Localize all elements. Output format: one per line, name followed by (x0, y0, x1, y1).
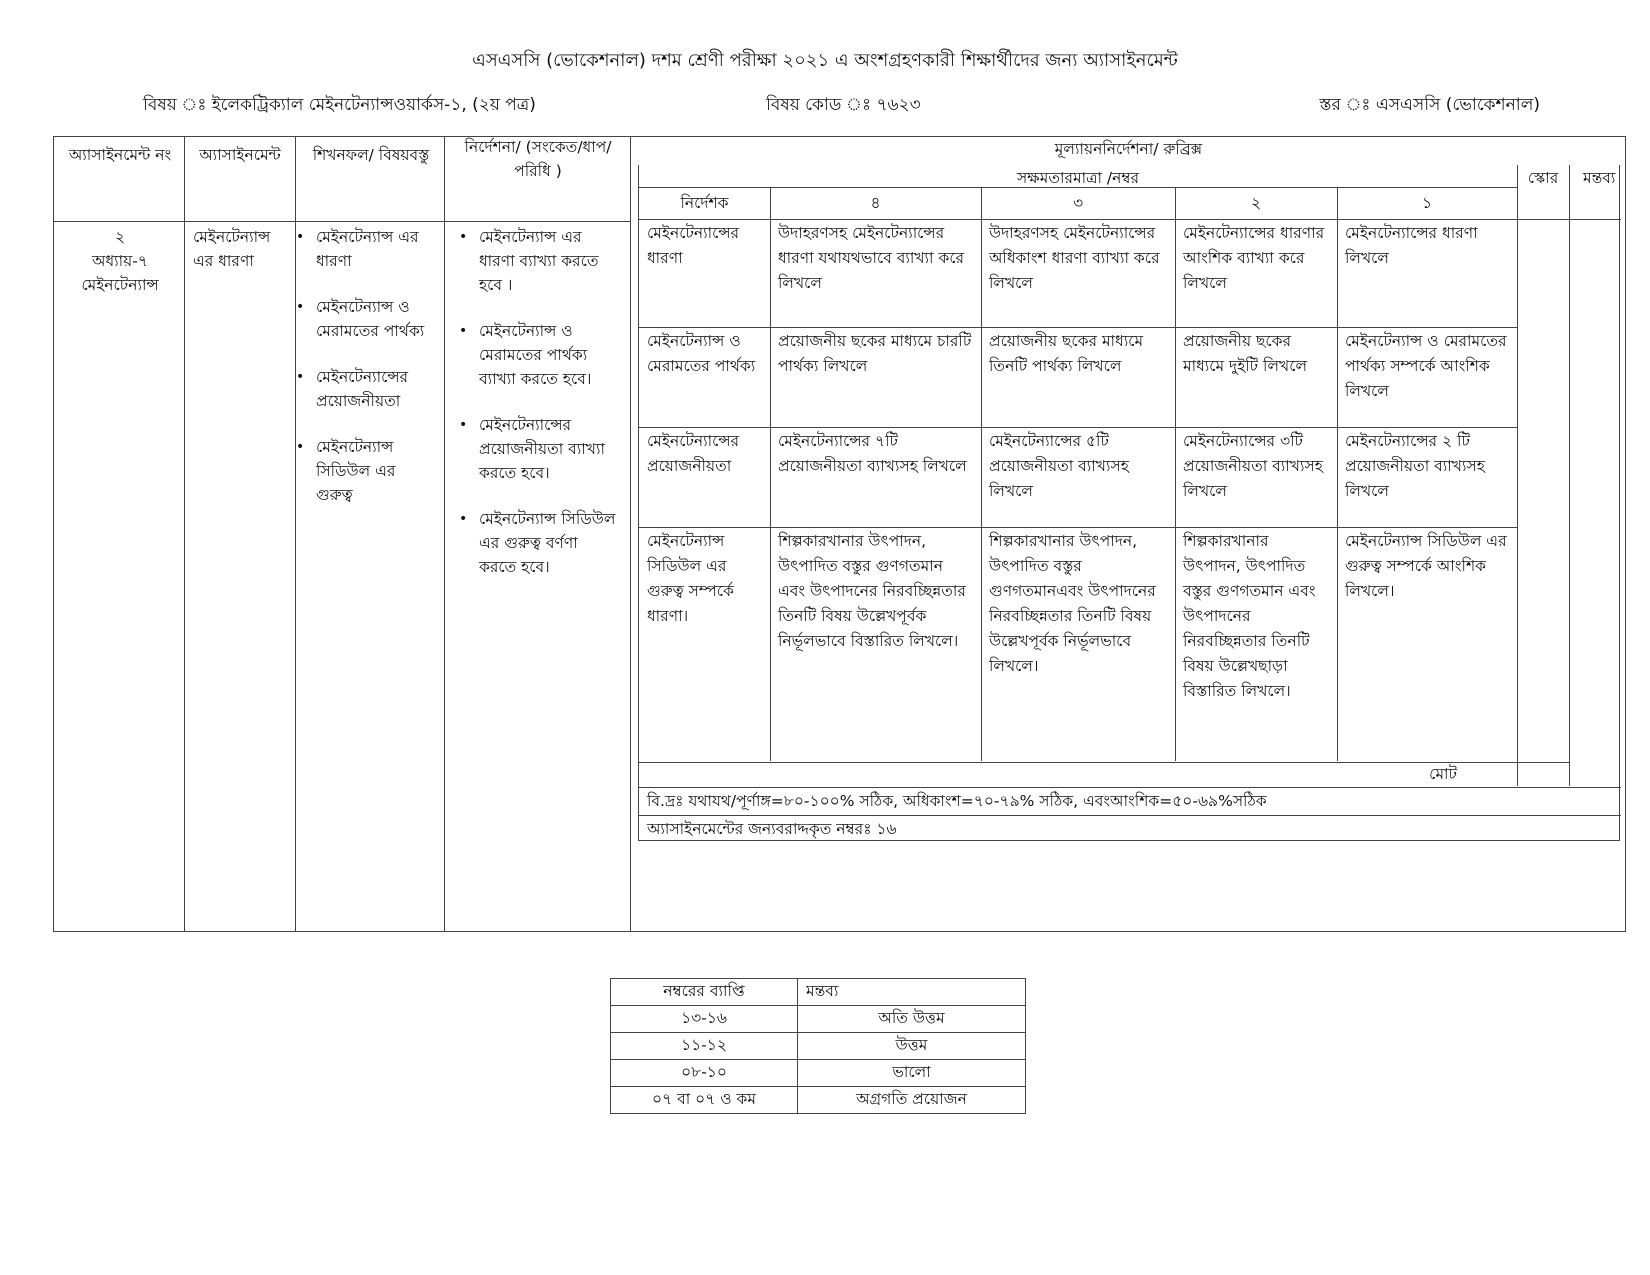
total-label: মোট (1429, 765, 1457, 783)
rubric-indicator: মেইনটেন্যান্স সিডিউল এর গুরুত্ব সম্পর্কে ধারণা। (647, 532, 734, 625)
grading-range: ১১-১২ (611, 1033, 798, 1060)
level-4-header: ৪ (870, 194, 881, 212)
assignment-number: ২ (114, 228, 126, 246)
rubric-level-3: মেইনটেন্যান্সের ৫টি প্রয়োজনীয়তা ব্যাখ্যসহ লিখলে (989, 432, 1129, 500)
outcome-list (286, 225, 436, 529)
grading-remark: অতি উত্তম (798, 1006, 1026, 1033)
table-row (611, 1033, 1026, 1060)
remark-header: মন্তব্য (1583, 169, 1616, 187)
grading-range: ০৮-১০ (611, 1060, 798, 1087)
rubric-level-1: মেইনটেন্যান্সের ২ টি প্রয়োজনীয়তা ব্যাখ্যসহ লিখলে (1345, 432, 1485, 500)
col-header-assignment-no: অ্যাসাইনমেন্ট নং (68, 146, 172, 164)
instruction-item: • মেইনটেন্যান্স ও মেরামতের পার্থক্য ব্যাখ্যা করতে হবে। (449, 319, 619, 391)
rubric-level-4: শিল্পকারখানার উৎপাদন, উৎপাদিত বস্তুর গুণগতমান এবং উৎপাদনের নিরবচ্ছিন্নতার তিনটি বিষয় উল্লেখপূর্বক নির্ভূলভাবে বিস্তারিত লিখলে। (778, 532, 966, 650)
rubric-indicator: মেইনটেন্যান্স ও মেরামতের পার্থক্য (647, 332, 756, 375)
chapter-name: মেইনটেন্যান্স (81, 276, 159, 294)
subject-label: বিষয় ঃ ইলেকট্রিক্যাল মেইনটেন্যান্সওয়ার্কস-১, (২য় পত্র) (143, 95, 536, 115)
chapter-label: অধ্যায়-৭ (92, 252, 148, 270)
level-1-header: ১ (1421, 194, 1433, 212)
grading-remark: উত্তম (798, 1033, 1026, 1060)
rubric-level-3: উদাহরণসহ মেইনটেন্যান্সের অধিকাংশ ধারণা ব্যাখ্যা করে লিখলে (989, 224, 1160, 292)
table-row (611, 1006, 1026, 1033)
level-2-header: ২ (1250, 194, 1262, 212)
rubric-level-2: শিল্পকারখানার উৎপাদন, উৎপাদিত বস্তুর গুণগতমান এবং উৎপাদনের নিরবচ্ছিন্নতার তিনটি বিষয় উল্লেখছাড়া বিস্তারিত লিখলে। (1183, 532, 1316, 700)
grading-header-range: নম্বরের ব্যাপ্তি (611, 979, 798, 1006)
col-header-evaluation: মূল্যায়ননির্দেশনা/ রুব্রিক্স (1054, 140, 1203, 158)
rubric-level-4: মেইনটেন্যান্সের ৭টি প্রয়োজনীয়তা ব্যাখ্যসহ লিখলে (778, 432, 967, 475)
instruction-item: • মেইনটেন্যান্সের প্রয়োজনীয়তা ব্যাখ্যা করতে হবে। (449, 413, 619, 485)
col-header-instruction: নির্দেশনা/ (সংকেত/ধাপ/পরিধি ) (464, 138, 612, 180)
grading-range: ১৩-১৬ (611, 1006, 798, 1033)
indicator-header: নির্দেশক (680, 194, 729, 212)
rubric-indicator: মেইনটেন্যান্সের প্রয়োজনীয়তা (647, 432, 740, 475)
allotted-marks: অ্যাসাইনমেন্টের জন্যবরাদ্দকৃত নম্বরঃ ১৬ (647, 820, 897, 838)
outcome-item: • মেইনটেন্যান্স সিডিউল এর গুরুত্ব (286, 435, 436, 507)
instruction-item: • মেইনটেন্যান্স সিডিউল এর গুরুত্ব বর্ণণা করতে হবে। (449, 507, 619, 579)
grading-table (610, 978, 1026, 1114)
rubric-level-1: মেইনটেন্যান্স সিডিউল এর গুরুত্ব সম্পর্কে আংশিক লিখলে। (1345, 532, 1507, 600)
outcome-item: • মেইনটেন্যান্স এর ধারণা (286, 225, 436, 273)
level-label: স্তর ঃ এসএসসি (ভোকেশনাল) (1319, 95, 1540, 115)
assignment-number-cell (62, 225, 178, 297)
rubric-level-3: প্রয়োজনীয় ছকের মাধ্যমে তিনটি পার্থক্য লিখলে (989, 332, 1144, 375)
outcome-item: • মেইনটেন্যান্স ও মেরামতের পার্থক্য (286, 295, 436, 343)
rubric-level-1: মেইনটেন্যান্সের ধারণা লিখলে (1345, 224, 1478, 267)
competency-header: সক্ষমতারমাত্রা /নম্বর (1016, 169, 1140, 187)
level-3-header: ৩ (1072, 194, 1084, 212)
rubric-level-2: প্রয়োজনীয় ছকের মাধ্যমে দুইটি লিখলে (1183, 332, 1307, 375)
page-title: এসএসসি (ভোকেশনাল) দশম শ্রেণী পরীক্ষা ২০২১ এ অংশগ্রহণকারী শিক্ষার্থীদের জন্য অ্যাসাইনমেন্ট (472, 50, 1178, 71)
assignment-name: মেইনটেন্যান্স এর ধারণা (193, 228, 271, 270)
rubric-indicator: মেইনটেন্যান্সের ধারণা (647, 224, 740, 267)
rubric-level-2: মেইনটেন্যান্সের ৩টি প্রয়োজনীয়তা ব্যাখ্যসহ লিখলে (1183, 432, 1323, 500)
col-header-outcome: শিখনফল/ বিষয়বস্তু (312, 146, 430, 164)
grading-range: ০৭ বা ০৭ ও কম (611, 1087, 798, 1114)
grading-remark: অগ্রগতি প্রয়োজন (798, 1087, 1026, 1114)
subject-code: বিষয় কোড ঃ ৭৬২৩ (766, 95, 921, 115)
grading-remark: ভালো (798, 1060, 1026, 1087)
instruction-item: • মেইনটেন্যান্স এর ধারণা ব্যাখ্যা করতে হবে । (449, 225, 619, 297)
rubric-level-4: উদাহরণসহ মেইনটেন্যান্সের ধারণা যথাযথভাবে ব্যাখ্যা করে লিখলে (778, 224, 965, 292)
outcome-item: • মেইনটেন্যান্সের প্রয়োজনীয়তা (286, 365, 436, 413)
rubric-table (638, 165, 1620, 841)
rubric-level-4: প্রয়োজনীয় ছকের মাধ্যমে চারটি পার্থক্য লিখলে (778, 332, 972, 375)
grading-header-remark: মন্তব্য (798, 979, 1026, 1006)
col-header-assignment: অ্যাসাইনমেন্ট (199, 146, 281, 164)
table-row (611, 1060, 1026, 1087)
instruction-list (449, 225, 619, 601)
score-header: স্কোর (1527, 169, 1559, 187)
rubric-level-2: মেইনটেন্যান্সের ধারণার আংশিক ব্যাখ্যা করে লিখলে (1183, 224, 1325, 292)
table-row (611, 1087, 1026, 1114)
rubric-level-3: শিল্পকারখানার উৎপাদন, উৎপাদিত বস্তুর গুণগতমানএবং উৎপাদনের নিরবচ্ছিন্নতার তিনটি বিষয় উল্লেখপূর্বক নির্ভূলভাবে লিখলে। (989, 532, 1156, 675)
rubric-note: বি.দ্রঃ যথাযথ/পূর্ণাঙ্গ=৮০-১০০% সঠিক, অধিকাংশ=৭০-৭৯% সঠিক, এবংআংশিক=৫০-৬৯%সঠিক (647, 792, 1267, 810)
rubric-level-1: মেইনটেন্যান্স ও মেরামতের পার্থক্য সম্পর্কে আংশিক লিখলে (1345, 332, 1507, 400)
